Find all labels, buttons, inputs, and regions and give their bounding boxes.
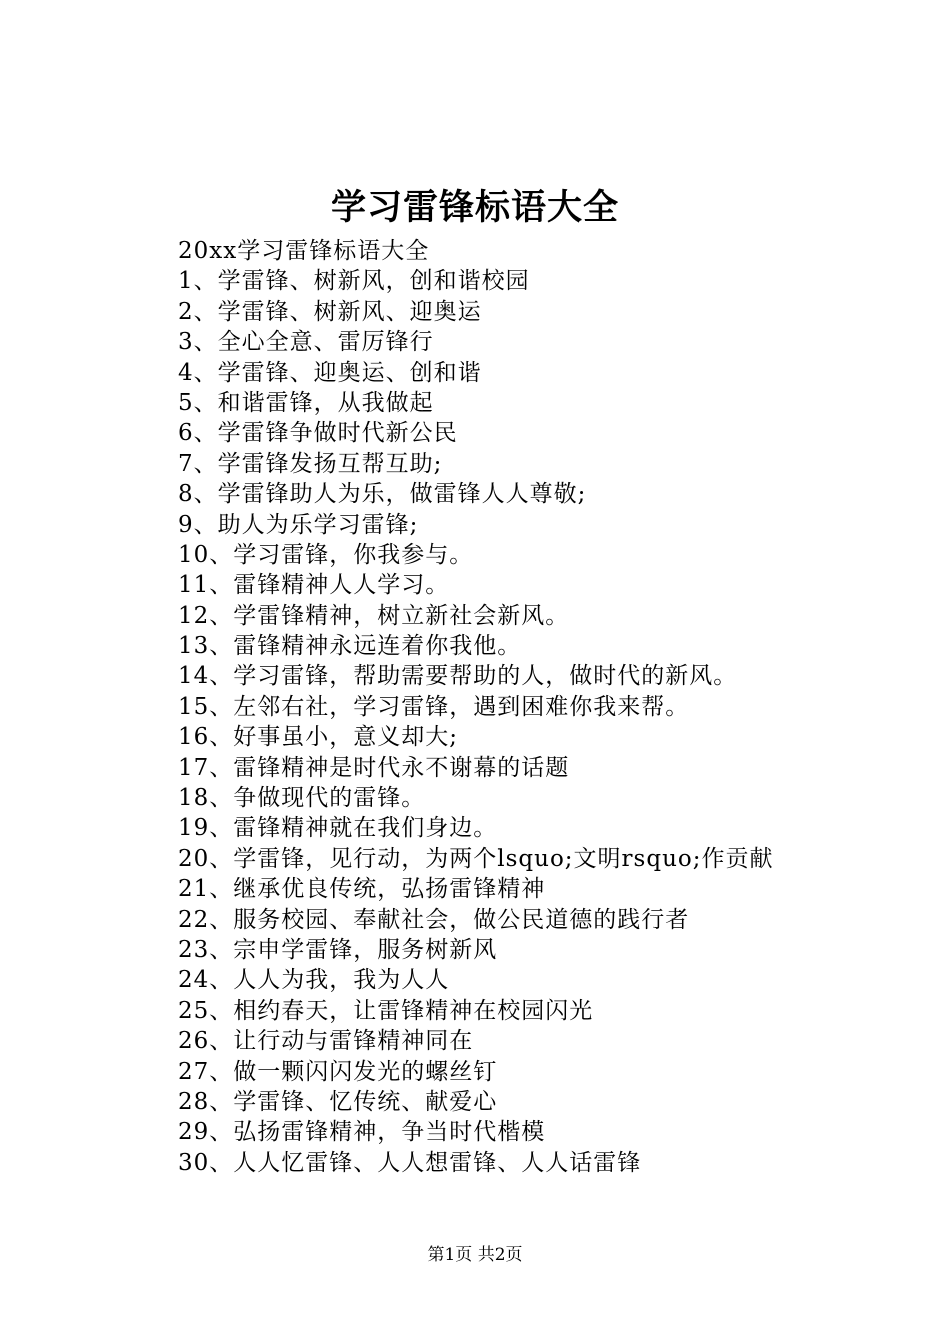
document-subtitle: 20xx学习雷锋标语大全 <box>178 238 430 264</box>
document-title: 学习雷锋标语大全 <box>330 187 619 228</box>
slogan-line: 6、学雷锋争做时代新公民 <box>178 420 458 447</box>
slogan-line: 13、雷锋精神永远连着你我他。 <box>178 633 522 660</box>
slogan-line: 20、学雷锋，见行动，为两个lsquo;文明rsquo;作贡献 <box>178 845 774 872</box>
slogan-line: 21、继承优良传统，弘扬雷锋精神 <box>178 876 546 903</box>
slogan-line: 1、学雷锋、树新风，创和谐校园 <box>178 268 530 295</box>
slogan-line: 27、做一颗闪闪发光的螺丝钉 <box>178 1058 498 1085</box>
slogan-line: 26、让行动与雷锋精神同在 <box>178 1028 474 1055</box>
slogan-line: 4、学雷锋、迎奥运、创和谐 <box>178 359 482 386</box>
slogan-line: 30、人人忆雷锋、人人想雷锋、人人话雷锋 <box>178 1149 642 1176</box>
slogan-line: 8、学雷锋助人为乐，做雷锋人人尊敬; <box>178 481 587 508</box>
slogan-line: 17、雷锋精神是时代永不谢幕的话题 <box>178 754 570 781</box>
slogan-line: 19、雷锋精神就在我们身边。 <box>178 815 498 842</box>
slogan-line: 7、学雷锋发扬互帮互助; <box>178 450 443 477</box>
slogan-line: 3、全心全意、雷厉锋行 <box>178 329 434 356</box>
page-number-footer: 第1页 共2页 <box>427 1245 523 1265</box>
slogan-line: 11、雷锋精神人人学习。 <box>178 572 450 599</box>
slogan-line: 28、学雷锋、忆传统、献爱心 <box>178 1088 498 1115</box>
slogan-line: 18、争做现代的雷锋。 <box>178 785 426 812</box>
slogan-line: 25、相约春天，让雷锋精神在校园闪光 <box>178 997 594 1024</box>
slogan-line: 23、宗申学雷锋，服务树新风 <box>178 936 498 963</box>
slogan-line: 16、好事虽小，意义却大; <box>178 724 459 751</box>
slogan-line: 14、学习雷锋，帮助需要帮助的人，做时代的新风。 <box>178 663 738 690</box>
slogan-line: 5、和谐雷锋，从我做起 <box>178 389 434 416</box>
slogan-line: 24、人人为我，我为人人 <box>178 967 450 994</box>
slogan-line: 12、学雷锋精神，树立新社会新风。 <box>178 602 570 629</box>
slogan-line: 15、左邻右社，学习雷锋，遇到困难你我来帮。 <box>178 693 690 720</box>
slogan-line: 9、助人为乐学习雷锋; <box>178 511 419 538</box>
slogan-line: 29、弘扬雷锋精神，争当时代楷模 <box>178 1119 546 1146</box>
slogan-list <box>178 236 898 1178</box>
slogan-line: 22、服务校园、奉献社会，做公民道德的践行者 <box>178 906 690 933</box>
slogan-line: 2、学雷锋、树新风、迎奥运 <box>178 298 482 325</box>
slogan-line: 10、学习雷锋，你我参与。 <box>178 541 474 568</box>
